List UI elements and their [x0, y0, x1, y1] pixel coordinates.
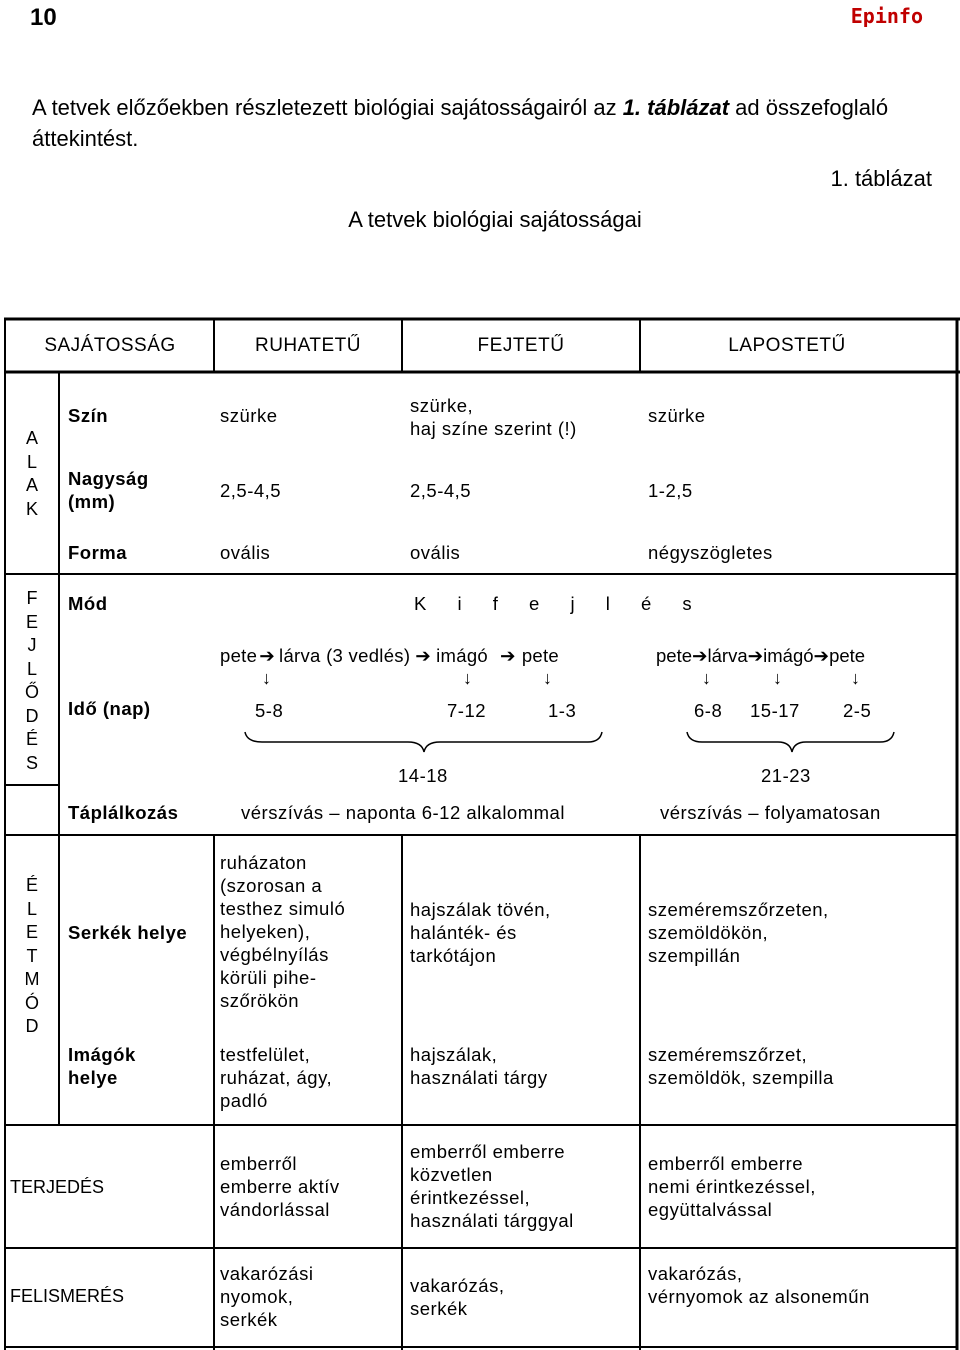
text-line: használati tárggyal — [410, 1210, 574, 1231]
text-line: nyomok, — [220, 1286, 294, 1307]
serkek-crab — [648, 898, 829, 967]
text-line: vakarózás, — [648, 1263, 743, 1284]
section-letter: F — [26, 588, 38, 608]
section-letter: K — [25, 498, 38, 519]
arrow-down-icon: ↓ — [851, 668, 860, 688]
terjedes-crab — [648, 1152, 816, 1221]
page-number: 10 — [30, 4, 57, 31]
seq-b-stage-1: pete — [656, 645, 693, 666]
section-label-alak — [22, 427, 42, 521]
arrow-down-icon: ↓ — [262, 668, 271, 688]
terjedes-body — [220, 1152, 340, 1221]
seq-a-stage-4: pete — [521, 645, 560, 666]
arrow-right-icon: ➔ — [692, 645, 708, 666]
seq-b-stage-2: lárva — [707, 645, 748, 666]
text-line: szemöldök, szempilla — [648, 1067, 834, 1088]
serkek-body — [220, 851, 345, 1012]
row-label-serkek: Serkék helye — [68, 922, 188, 943]
imagok-head — [410, 1043, 548, 1089]
section-label-eletmod — [22, 874, 42, 1039]
text-line: ruházaton — [220, 852, 307, 873]
nagysag-body: 2,5-4,5 — [220, 480, 282, 501]
text-line: vándorlással — [220, 1199, 330, 1220]
section-letter: J — [27, 635, 37, 655]
section-letter: É — [25, 875, 38, 895]
szin-body: szürke — [220, 405, 278, 426]
row-label-taplalkozas: Táplálkozás — [68, 802, 179, 823]
col-header-head-louse: FEJTETŰ — [477, 335, 565, 356]
section-letter: D — [25, 705, 39, 726]
text-line: végbélnyílás — [220, 944, 329, 965]
arrow-down-icon: ↓ — [773, 668, 782, 688]
text-line: közvetlen — [410, 1164, 493, 1185]
seq-a-duration-2: 7-12 — [447, 700, 487, 721]
mod-value: K i f e j l é s — [414, 593, 705, 614]
section-letter: A — [25, 475, 38, 495]
text-line: szemöldökön, — [648, 922, 769, 943]
nagysag-head: 2,5-4,5 — [410, 480, 472, 501]
szin-head-1: szürke, — [410, 395, 474, 416]
forma-head: ovális — [410, 542, 461, 563]
serkek-head — [410, 898, 551, 967]
szin-crab: szürke — [648, 405, 706, 426]
section-letter: E — [25, 922, 38, 942]
seq-b-duration-1: 6-8 — [694, 700, 723, 721]
seq-a-duration-1: 5-8 — [255, 700, 284, 721]
text-line: vakarózás, — [410, 1275, 505, 1296]
seq-b-total: 21-23 — [761, 765, 811, 786]
intro-text-1: A tetvek előzőekben részletezett biológiai sajátosságairól az — [32, 95, 623, 120]
felismeres-crab — [648, 1262, 870, 1308]
text-line: (szorosan a — [220, 875, 323, 896]
imagok-crab — [648, 1043, 834, 1089]
text-line: szeméremszőrzeten, — [648, 899, 829, 920]
section-letter: D — [25, 1016, 39, 1036]
text-line: érintkezéssel, — [410, 1187, 531, 1208]
seq-a-stage-2: lárva (3 vedlés) — [279, 645, 411, 666]
seq-b-duration-3: 2-5 — [843, 700, 872, 721]
col-header-body-louse: RUHATETŰ — [254, 335, 362, 356]
text-line: vakarózási — [220, 1263, 314, 1284]
arrow-down-icon: ↓ — [702, 668, 711, 688]
taplalkozas-body-head: vérszívás – naponta 6-12 alkalommal — [241, 802, 565, 823]
section-label-felismeres: FELISMERÉS — [10, 1286, 125, 1306]
intro-text-2: ad összefoglaló áttekintést. — [32, 95, 889, 151]
forma-crab: négyszögletes — [648, 542, 773, 563]
text-line: hajszálak tövén, — [410, 899, 551, 920]
table-title: A tetvek biológiai sajátosságai — [348, 207, 642, 232]
section-letter: É — [25, 729, 38, 749]
section-letter: A — [25, 428, 38, 448]
seq-b-duration-2: 15-17 — [750, 700, 800, 721]
nagysag-crab: 1-2,5 — [648, 480, 693, 501]
seq-b-stage-3: imágó — [763, 645, 814, 666]
row-label-ido: Idő (nap) — [68, 698, 151, 719]
text-line: együttalvással — [648, 1199, 773, 1220]
forma-body: ovális — [220, 542, 271, 563]
seq-a-stage-3: imágó — [436, 645, 488, 666]
text-line: szeméremszőrzet, — [648, 1044, 808, 1065]
arrow-down-icon: ↓ — [463, 668, 472, 688]
row-label-imagok-1: Imágók — [68, 1044, 136, 1065]
text-line: padló — [220, 1090, 268, 1111]
text-line: serkék — [220, 1309, 278, 1330]
section-letter: M — [24, 969, 40, 989]
section-letter: L — [26, 898, 37, 919]
text-line: testfelület, — [220, 1044, 311, 1065]
text-line: emberről emberre — [648, 1153, 804, 1174]
col-header-trait: SAJÁTOSSÁG — [44, 335, 176, 356]
section-label-fejlodes — [22, 587, 42, 775]
ido-seq-a — [220, 644, 559, 667]
text-line: ruházat, ágy, — [220, 1067, 333, 1088]
text-line: körüli pihe- — [220, 967, 317, 988]
section-label-terjedes: TERJEDÉS — [10, 1177, 105, 1197]
felismeres-body — [220, 1262, 313, 1331]
text-line: serkék — [410, 1298, 468, 1319]
arrow-right-icon: ➔ — [259, 645, 276, 666]
intro-table-ref: 1. táblázat — [622, 95, 730, 120]
seq-a-total: 14-18 — [398, 765, 448, 786]
arrow-down-icon: ↓ — [543, 668, 552, 688]
text-line: emberről emberre — [410, 1141, 566, 1162]
section-letter: L — [26, 658, 37, 679]
row-label-forma: Forma — [68, 542, 128, 563]
section-letter: S — [25, 752, 38, 773]
text-line: helyeken), — [220, 921, 311, 942]
text-line: hajszálak, — [410, 1044, 498, 1065]
row-label-mod: Mód — [68, 593, 108, 614]
text-line: halánték- és — [410, 922, 517, 943]
text-line: emberre aktív — [220, 1176, 340, 1197]
taplalkozas-crab: vérszívás – folyamatosan — [660, 802, 881, 823]
section-letter: E — [25, 611, 38, 632]
row-label-nagysag-2: (mm) — [68, 491, 116, 512]
row-label-szin: Szín — [68, 405, 109, 426]
section-letter: T — [26, 945, 38, 966]
imagok-body — [220, 1043, 332, 1112]
section-letter: L — [26, 451, 37, 472]
row-label-imagok-2: helye — [68, 1067, 118, 1088]
text-line: nemi érintkezéssel, — [648, 1176, 816, 1197]
seq-a-duration-3: 1-3 — [548, 700, 577, 721]
text-line: használati tárgy — [410, 1067, 548, 1088]
text-line: testhez simuló — [220, 898, 346, 919]
terjedes-head — [410, 1140, 574, 1232]
arrow-right-icon: ➔ — [747, 645, 764, 666]
brand-logo: Epinfo — [850, 4, 923, 28]
felismeres-head — [410, 1274, 504, 1320]
arrow-right-icon: ➔ — [813, 645, 830, 666]
arrow-right-icon: ➔ — [415, 645, 432, 666]
text-line: emberről — [220, 1153, 297, 1174]
ido-seq-b — [656, 644, 865, 667]
seq-a-stage-1: pete — [220, 645, 258, 666]
row-label-nagysag-1: Nagyság — [68, 468, 149, 489]
text-line: szempillán — [648, 945, 741, 966]
text-line: szőrökön — [220, 990, 300, 1011]
col-header-crab-louse: LAPOSTETŰ — [728, 335, 846, 356]
text-line: vérnyomok az alsoneműn — [648, 1286, 870, 1307]
section-letter: Ő — [24, 682, 39, 702]
szin-head-2: haj színe szerint (!) — [410, 418, 577, 439]
table-label: 1. táblázat — [830, 166, 932, 191]
text-line: tarkótájon — [410, 945, 497, 966]
arrow-right-icon: ➔ — [500, 645, 516, 666]
section-letter: Ó — [24, 992, 39, 1013]
seq-b-stage-4: pete — [829, 645, 866, 666]
